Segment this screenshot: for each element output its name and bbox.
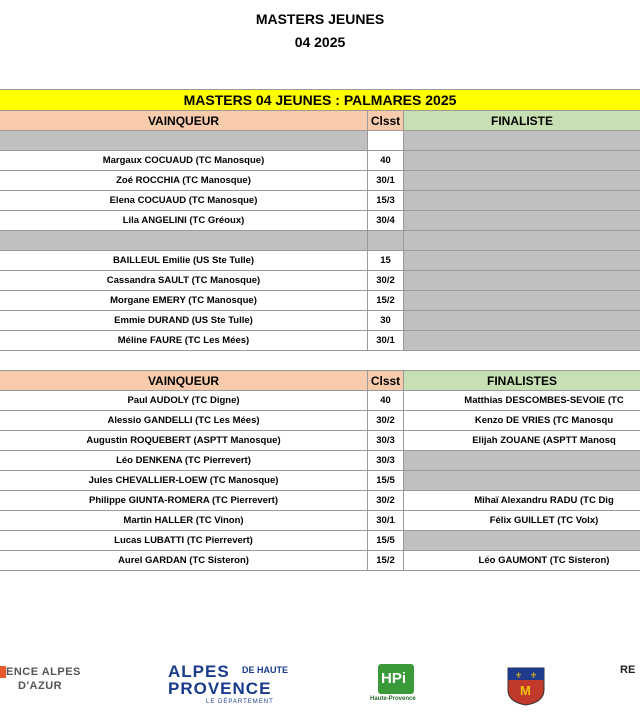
rank-cell: 15 [368,251,404,271]
winner-cell: Jules CHEVALLIER-LOEW (TC Manosque) [0,471,368,491]
winner-cell: Méline FAURE (TC Les Mées) [0,331,368,351]
finalist-column-header: FINALISTE [404,111,640,131]
finalist-cell [404,251,640,271]
winner-cell: Léo DENKENA (TC Pierrevert) [0,451,368,471]
winner-cell: Aurel GARDAN (TC Sisteron) [0,551,368,571]
rank-cell: 30/1 [368,511,404,531]
finalist-cell [404,291,640,311]
svg-text:⚜: ⚜ [530,671,538,680]
rank-column-header: Clsst [368,371,404,391]
finalist-name: Mihaï Alexandru RADU (TC Dig [474,495,614,506]
winner-cell: Elena COCUAUD (TC Manosque) [0,191,368,211]
crest-letter: M [520,683,531,698]
rank-cell: 30/2 [368,491,404,511]
rank-cell: 30/1 [368,331,404,351]
hpi-logo-sub: Haute-Provence [370,696,416,702]
winner-cell: Margaux COCUAUD (TC Manosque) [0,151,368,171]
finalist-cell [404,531,640,551]
department-logo-line1: ALPES [168,662,230,681]
finalist-column-header: FINALISTES [404,371,640,391]
finalist-cell [404,411,640,431]
finalist-cell [404,391,640,411]
finalist-cell [404,551,640,571]
winner-cell: Zoé ROCCHIA (TC Manosque) [0,171,368,191]
finalist-cell [404,491,640,511]
winner-cell: Morgane EMERY (TC Manosque) [0,291,368,311]
page-subtitle: 04 2025 [294,34,346,50]
finalist-cell [404,271,640,291]
section-gap [0,351,640,371]
rank-cell: 40 [368,151,404,171]
department-logo-small: DE HAUTE [242,665,289,675]
finalist-cell [404,431,640,451]
finalist-cell [404,451,640,471]
category-separator-rank [368,131,404,151]
category-separator-rank [368,231,404,251]
winner-column-header: VAINQUEUR [0,111,368,131]
winner-cell: Lucas LUBATTI (TC Pierrevert) [0,531,368,551]
page-title: MASTERS JEUNES [255,11,385,27]
winner-cell: Lila ANGELINI (TC Gréoux) [0,211,368,231]
finalist-name: Elijah ZOUANE (ASPTT Manosq [472,435,616,446]
finalist-name: Félix GUILLET (TC Volx) [489,515,599,526]
finalist-cell [404,471,640,491]
rank-cell: 30/2 [368,271,404,291]
palmares-banner: MASTERS 04 JEUNES : PALMARES 2025 [0,89,640,111]
department-logo-line2: PROVENCE [168,679,272,698]
winner-cell: Augustin ROQUEBERT (ASPTT Manosque) [0,431,368,451]
department-logo-sub: LE DÉPARTEMENT [206,699,274,705]
winner-cell: Emmie DURAND (US Ste Tulle) [0,311,368,331]
rank-cell: 15/2 [368,291,404,311]
rank-cell: 30/1 [368,171,404,191]
rank-cell: 30/4 [368,211,404,231]
finalist-cell [404,151,640,171]
rank-cell: 15/2 [368,551,404,571]
finalist-cell [404,311,640,331]
finalist-cell [404,331,640,351]
rank-cell: 40 [368,391,404,411]
winner-column-header: VAINQUEUR [0,371,368,391]
rank-column-header: Clsst [368,111,404,131]
finalist-name: Kenzo DE VRIES (TC Manosqu [474,415,614,426]
region-logo-line1: ENCE ALPES [6,666,81,678]
winner-cell: Alessio GANDELLI (TC Les Mées) [0,411,368,431]
category-separator-finalist [404,231,640,251]
rank-cell: 30 [368,311,404,331]
finalist-name: Matthias DESCOMBES-SEVOIE (TC [464,395,624,406]
hpi-logo [370,664,424,706]
hpi-logo-label: HPi [381,670,407,687]
city-crest [506,666,546,706]
category-separator [0,231,368,251]
rank-cell: 15/5 [368,471,404,491]
winner-cell: BAILLEUL Emilie (US Ste Tulle) [0,251,368,271]
region-logo-line2: D'AZUR [18,680,63,692]
right-logo-text: RE [620,664,636,676]
rank-cell: 15/5 [368,531,404,551]
rank-cell: 15/3 [368,191,404,211]
rank-cell: 30/3 [368,451,404,471]
svg-text:⚜: ⚜ [515,671,523,680]
finalist-name: Léo GAUMONT (TC Sisteron) [478,555,610,566]
rank-cell: 30/2 [368,411,404,431]
winner-cell: Philippe GIUNTA-ROMERA (TC Pierrevert) [0,491,368,511]
category-separator-finalist [404,131,640,151]
rank-cell: 30/3 [368,431,404,451]
finalist-cell [404,211,640,231]
winner-cell: Paul AUDOLY (TC Digne) [0,391,368,411]
sponsor-logos [0,660,640,710]
finalist-cell [404,511,640,531]
finalist-cell [404,171,640,191]
finalist-cell [404,191,640,211]
winner-cell: Cassandra SAULT (TC Manosque) [0,271,368,291]
winner-cell: Martin HALLER (TC Vinon) [0,511,368,531]
department-logo [166,662,296,708]
category-separator [0,131,368,151]
